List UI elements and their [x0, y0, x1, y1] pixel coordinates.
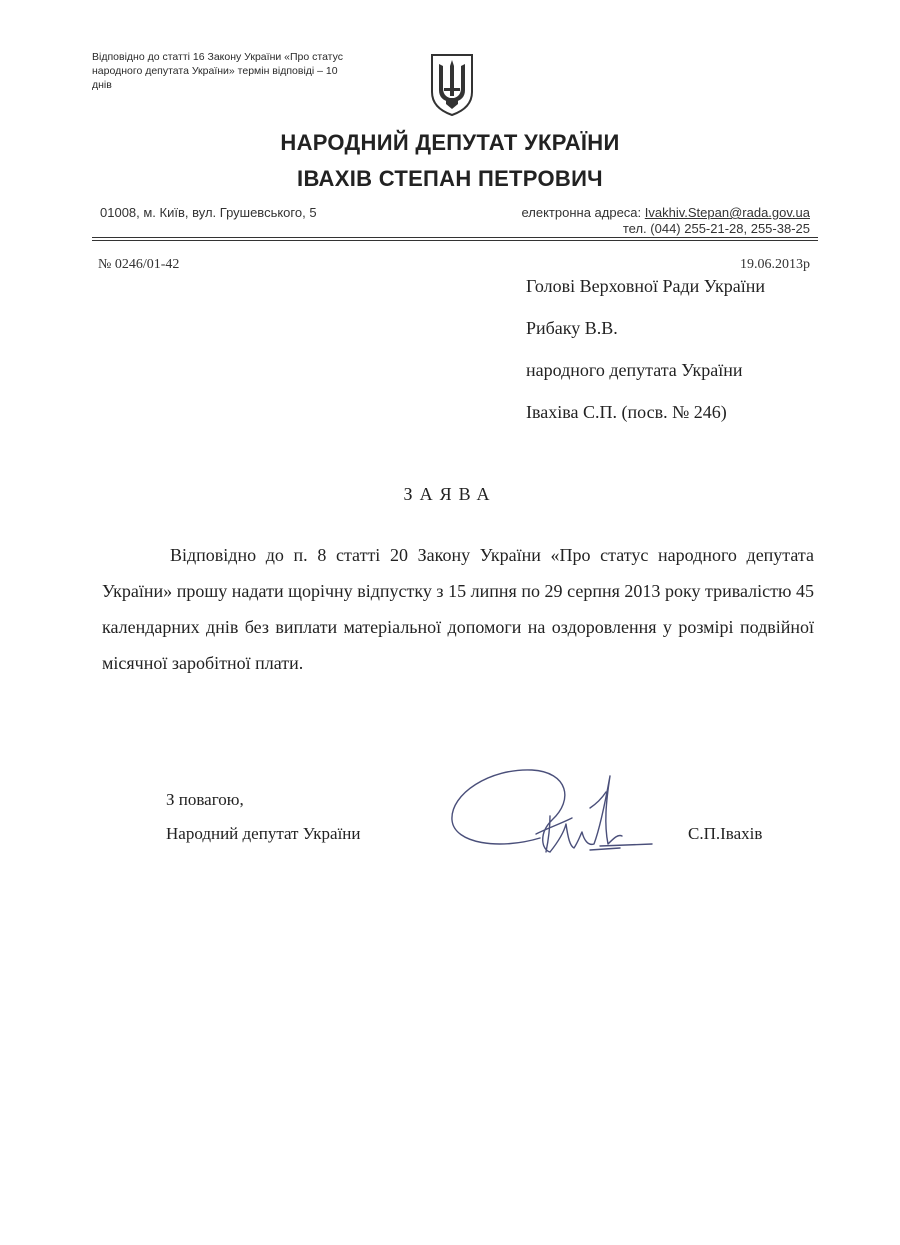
phone-numbers: тел. (044) 255-21-28, 255-38-25	[622, 221, 810, 236]
document-date: 19.06.2013р	[740, 257, 810, 272]
document-heading: ЗАЯВА	[403, 484, 497, 504]
handwritten-signature-icon	[440, 758, 660, 868]
closing-regards: З повагою,	[166, 790, 244, 809]
signer-position: Народний депутат України	[166, 824, 361, 843]
postal-address: 01008, м. Київ, вул. Грушевського, 5	[100, 205, 317, 220]
registration-number: № 0246/01-42	[98, 257, 180, 272]
issuer-title: НАРОДНИЙ ДЕПУТАТ УКРАЇНИ	[280, 130, 620, 155]
addressee-line-3: народного депутата України	[526, 360, 743, 380]
email-label: електронна адреса:	[521, 205, 642, 220]
header-divider	[92, 237, 818, 238]
addressee-line-2: Рибаку В.В.	[526, 318, 618, 338]
addressee-line-4: Івахіва С.П. (посв. № 246)	[526, 402, 727, 422]
header-divider-thick	[92, 240, 818, 241]
statement-paragraph: Відповідно до п. 8 статті 20 Закону України «Про статус народного депутата України» прошу надати щорічну відпустку з 15 липня по 29 серпня 2013 року тривалістю 45 календарних днів без виплати матеріальної допомоги на оздоровлення у розмірі подвійної місячної заробітної плати.	[102, 545, 814, 673]
response-term-note: Відповідно до статті 16 Закону України «Про статус народного депутата України» термін відповіді – 10 днів	[92, 51, 343, 91]
issuer-name: ІВАХІВ СТЕПАН ПЕТРОВИЧ	[297, 166, 603, 191]
email-line	[521, 205, 810, 220]
addressee-line-1: Голові Верховної Ради України	[526, 276, 765, 296]
email-link[interactable]: Ivakhiv.Stepan@rada.gov.ua	[644, 205, 810, 220]
signer-name: С.П.Івахів	[688, 824, 763, 843]
trident-coat-of-arms-icon	[428, 52, 476, 118]
